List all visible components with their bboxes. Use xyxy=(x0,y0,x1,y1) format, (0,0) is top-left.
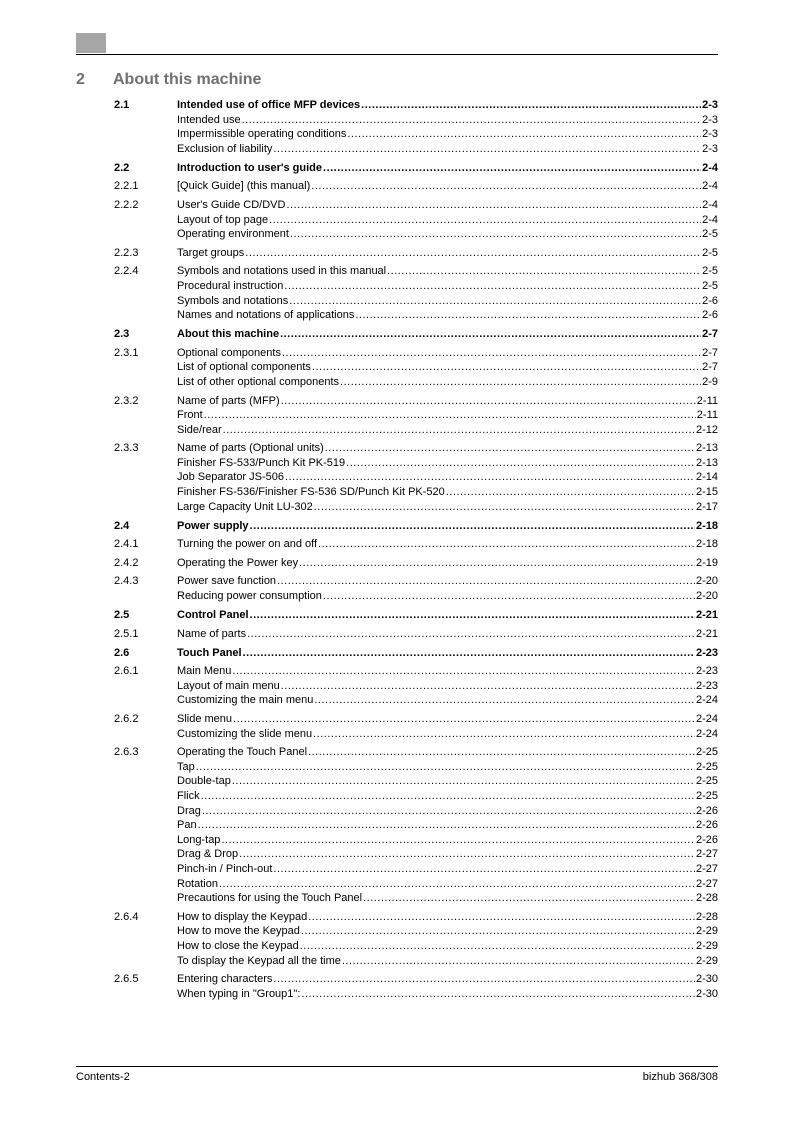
toc-section-2-4-1 xyxy=(114,537,718,552)
toc-entry-page: 2-5 xyxy=(702,265,718,278)
toc-entry-number: 2.4.3 xyxy=(114,575,139,588)
toc-entry[interactable] xyxy=(114,227,718,242)
toc-entry-page: 2-11 xyxy=(696,409,718,422)
toc-dot-leader xyxy=(281,680,695,693)
toc-dot-leader xyxy=(318,538,695,551)
toc-dot-leader xyxy=(247,628,695,641)
toc-entry-page: 2-29 xyxy=(695,954,718,967)
toc-dot-leader xyxy=(290,228,701,241)
toc-entry-title: Symbols and notations used in this manual xyxy=(177,265,387,278)
toc-dot-leader xyxy=(282,347,701,360)
toc-entry-page: 2-25 xyxy=(695,789,718,802)
toc-entry[interactable] xyxy=(114,197,718,212)
toc-entry-page: 2-15 xyxy=(695,486,718,499)
toc-entry[interactable] xyxy=(114,484,718,499)
toc-entry[interactable] xyxy=(114,537,718,552)
footer-page-label: Contents-2 xyxy=(76,1071,130,1083)
toc-entry-number: 2.4.2 xyxy=(114,556,139,569)
toc-dot-leader xyxy=(233,713,695,726)
toc-entry[interactable] xyxy=(114,847,718,862)
footer-rule xyxy=(76,1066,718,1067)
toc-dot-leader xyxy=(281,395,696,408)
toc-section-2-3-2 xyxy=(114,393,718,437)
toc-entry-number: 2.3.3 xyxy=(114,442,139,455)
toc-entry-title: Double-tap xyxy=(177,775,231,788)
toc-entry[interactable] xyxy=(114,788,718,803)
toc-entry[interactable] xyxy=(114,441,718,456)
toc-entry-title: Finisher FS-533/Punch Kit PK-519 xyxy=(177,456,346,469)
toc-section-2-2-3 xyxy=(114,245,718,260)
toc-entry[interactable] xyxy=(114,408,718,423)
toc-dot-leader xyxy=(273,863,695,876)
toc-dot-leader xyxy=(277,575,695,588)
toc-dot-leader xyxy=(301,988,695,1001)
toc-entry-title: Finisher FS-536/Finisher FS-536 SD/Punch Kit PK-520 xyxy=(177,486,445,499)
toc-entry-page: 2-12 xyxy=(695,423,718,436)
toc-dot-leader xyxy=(269,214,701,227)
toc-entry[interactable] xyxy=(114,759,718,774)
toc-dot-leader xyxy=(221,834,695,847)
toc-entry[interactable] xyxy=(114,909,718,924)
toc-entry[interactable] xyxy=(114,141,718,156)
toc-section-2-5-1 xyxy=(114,626,718,641)
toc-entry-title: Intended use of office MFP devices xyxy=(177,99,361,111)
toc-entry[interactable] xyxy=(114,938,718,953)
toc-entry-number: 2.6.3 xyxy=(114,746,139,759)
toc-entry-title: Optional components xyxy=(177,346,281,359)
toc-entry-page: 2-27 xyxy=(695,862,718,875)
toc-entry-page: 2-20 xyxy=(695,590,718,603)
toc-entry[interactable] xyxy=(114,422,718,437)
toc-dot-leader xyxy=(280,328,701,341)
toc-dot-leader xyxy=(232,775,695,788)
toc-entry-number: 2.2.3 xyxy=(114,246,139,259)
toc-dot-leader xyxy=(250,520,695,533)
toc-entry-page: 2-7 xyxy=(702,361,718,374)
toc-dot-leader xyxy=(314,694,695,707)
toc-entry-page: 2-29 xyxy=(695,939,718,952)
toc-entry-page: 2-17 xyxy=(695,500,718,513)
toc-entry-title: Drag xyxy=(177,804,201,817)
toc-entry-number: 2.3.2 xyxy=(114,394,139,407)
toc-entry-page: 2-24 xyxy=(695,694,718,707)
toc-entry-number: 2.2 xyxy=(114,161,130,174)
toc-entry-page: 2-14 xyxy=(695,471,718,484)
toc-entry-page: 2-26 xyxy=(695,804,718,817)
toc-dot-leader xyxy=(242,114,701,127)
toc-entry-title: Impermissible operating conditions xyxy=(177,128,347,141)
toc-entry-page: 2-4 xyxy=(702,161,718,174)
chapter-number: 2 xyxy=(76,71,85,88)
toc-section-2-2 xyxy=(114,160,718,175)
toc-entry-page: 2-7 xyxy=(702,328,718,341)
toc-entry-page: 2-23 xyxy=(695,646,718,659)
toc-entry-title: Job Separator JS-506 xyxy=(177,471,285,484)
toc-entry-title: Operating the Power key xyxy=(177,556,299,569)
toc-entry[interactable] xyxy=(114,393,718,408)
toc-entry[interactable] xyxy=(114,308,718,323)
toc-entry-number: 2.6.5 xyxy=(114,973,139,986)
toc-entry-page: 2-27 xyxy=(695,848,718,861)
toc-section-2-4-2 xyxy=(114,555,718,570)
toc-entry-title: Name of parts xyxy=(177,627,247,640)
toc-entry-page: 2-3 xyxy=(702,128,718,141)
toc-entry-title: Turning the power on and off xyxy=(177,538,318,551)
toc-entry-page: 2-25 xyxy=(695,775,718,788)
toc-entry-title: Rotation xyxy=(177,877,218,890)
toc-dot-leader xyxy=(361,99,701,112)
toc-entry-page: 2-29 xyxy=(695,925,718,938)
toc-entry-title: List of other optional components xyxy=(177,375,340,388)
toc-entry[interactable] xyxy=(114,774,718,789)
toc-section-2-6-3 xyxy=(114,745,718,906)
toc-heading-entry[interactable] xyxy=(114,645,718,660)
toc-dot-leader xyxy=(355,309,701,322)
toc-entry[interactable] xyxy=(114,891,718,906)
toc-entry[interactable] xyxy=(114,832,718,847)
toc-entry-title: Target groups xyxy=(177,246,245,259)
toc-entry-page: 2-13 xyxy=(695,442,718,455)
toc-entry[interactable] xyxy=(114,953,718,968)
toc-entry-title: User's Guide CD/DVD xyxy=(177,198,286,211)
toc-entry-page: 2-18 xyxy=(695,519,718,532)
chapter-heading xyxy=(76,71,261,89)
toc-entry-page: 2-25 xyxy=(695,760,718,773)
toc-dot-leader xyxy=(308,746,695,759)
toc-entry-title: Layout of main menu xyxy=(177,679,280,692)
toc-heading-entry[interactable] xyxy=(114,518,718,533)
toc-section-2-2-1 xyxy=(114,179,718,194)
toc-entry-title: Drag & Drop xyxy=(177,848,239,861)
toc-entry[interactable] xyxy=(114,499,718,514)
toc-entry[interactable] xyxy=(114,726,718,741)
toc-entry-page: 2-5 xyxy=(702,246,718,259)
toc-entry[interactable] xyxy=(114,818,718,833)
toc-entry-title: Control Panel xyxy=(177,609,249,622)
toc-entry-title: Operating environment xyxy=(177,228,289,241)
toc-dot-leader xyxy=(363,892,695,905)
toc-section-2-6-5 xyxy=(114,972,718,1001)
toc-entry-page: 2-4 xyxy=(702,180,718,193)
toc-entry-title: Introduction to user's guide xyxy=(177,161,323,174)
toc-entry[interactable] xyxy=(114,924,718,939)
toc-dot-leader xyxy=(198,819,695,832)
toc-dot-leader xyxy=(243,647,695,660)
toc-entry[interactable] xyxy=(114,711,718,726)
toc-entry-number: 2.3 xyxy=(114,328,130,341)
toc-dot-leader xyxy=(204,409,696,422)
toc-entry-title: Intended use xyxy=(177,113,241,126)
toc-section-2-3-3 xyxy=(114,441,718,514)
toc-dot-leader xyxy=(300,940,695,953)
toc-entry-page: 2-28 xyxy=(695,910,718,923)
toc-dot-leader xyxy=(289,295,701,308)
toc-entry-page: 2-11 xyxy=(696,394,718,407)
toc-entry[interactable] xyxy=(114,876,718,891)
toc-entry-number: 2.6.1 xyxy=(114,665,139,678)
toc-entry-title: Front xyxy=(177,409,203,422)
toc-dot-leader xyxy=(273,973,695,986)
toc-section-2-4 xyxy=(114,518,718,533)
header-rule xyxy=(76,54,718,55)
toc-dot-leader xyxy=(387,265,701,278)
toc-heading-entry[interactable] xyxy=(114,326,718,341)
toc-entry-title: Touch Panel xyxy=(177,646,242,659)
toc-section-2-6 xyxy=(114,645,718,660)
toc-entry-page: 2-19 xyxy=(695,556,718,569)
toc-dot-leader xyxy=(301,925,695,938)
toc-entry-page: 2-20 xyxy=(695,575,718,588)
toc-entry-title: When typing in "Group1": xyxy=(177,987,301,1000)
toc-dot-leader xyxy=(299,557,695,570)
toc-entry-page: 2-23 xyxy=(695,665,718,678)
chapter-title: About this machine xyxy=(113,71,262,88)
toc-entry-page: 2-25 xyxy=(695,746,718,759)
toc-dot-leader xyxy=(313,728,695,741)
toc-dot-leader xyxy=(446,486,695,499)
toc-entry-title: Pinch-in / Pinch-out xyxy=(177,862,273,875)
toc-entry-number: 2.5.1 xyxy=(114,627,139,640)
toc-entry[interactable] xyxy=(114,470,718,485)
toc-dot-leader xyxy=(284,280,701,293)
toc-section-2-1 xyxy=(114,97,718,156)
toc-entry-title: How to display the Keypad xyxy=(177,910,308,923)
toc-dot-leader xyxy=(346,457,695,470)
toc-entry-page: 2-21 xyxy=(695,627,718,640)
toc-dot-leader xyxy=(342,955,695,968)
toc-entry-number: 2.4 xyxy=(114,519,130,532)
toc-dot-leader xyxy=(325,442,695,455)
toc-entry-page: 2-3 xyxy=(702,142,718,155)
toc-dot-leader xyxy=(314,501,695,514)
toc-entry-number: 2.3.1 xyxy=(114,346,139,359)
toc-entry[interactable] xyxy=(114,112,718,127)
toc-section-2-4-3 xyxy=(114,574,718,603)
toc-entry-title: Power save function xyxy=(177,575,277,588)
toc-entry-title: Tap xyxy=(177,760,195,773)
toc-dot-leader xyxy=(340,376,701,389)
toc-entry-page: 2-30 xyxy=(695,973,718,986)
toc-entry-title: Large Capacity Unit LU-302 xyxy=(177,500,313,513)
toc-entry-title: Name of parts (Optional units) xyxy=(177,442,324,455)
toc-entry-title: Name of parts (MFP) xyxy=(177,394,280,407)
toc-section-2-6-2 xyxy=(114,711,718,740)
toc-dot-leader xyxy=(308,911,695,924)
toc-dot-leader xyxy=(311,180,701,193)
toc-entry-page: 2-27 xyxy=(695,877,718,890)
toc-entry-page: 2-4 xyxy=(702,198,718,211)
toc-entry-number: 2.6 xyxy=(114,646,130,659)
toc-entry-number: 2.2.1 xyxy=(114,180,139,193)
toc-entry-page: 2-23 xyxy=(695,679,718,692)
toc-entry-title: Customizing the main menu xyxy=(177,694,314,707)
toc-entry[interactable] xyxy=(114,664,718,679)
toc-entry-number: 2.1 xyxy=(114,99,130,111)
toc-dot-leader xyxy=(312,361,701,374)
toc-entry-page: 2-4 xyxy=(702,213,718,226)
toc-entry-title: Pan xyxy=(177,819,197,832)
toc-entry-title: Flick xyxy=(177,789,200,802)
toc-entry-number: 2.6.2 xyxy=(114,713,139,725)
toc-entry-page: 2-18 xyxy=(695,538,718,551)
toc-entry-title: Main Menu xyxy=(177,665,232,678)
toc-entry-title: Entering characters xyxy=(177,973,273,986)
toc-heading-entry[interactable] xyxy=(114,607,718,622)
chapter-tab-marker xyxy=(76,33,106,53)
toc-entry-title: Layout of top page xyxy=(177,213,269,226)
toc-entry[interactable] xyxy=(114,574,718,589)
toc-entry-title: Long-tap xyxy=(177,833,221,846)
toc-dot-leader xyxy=(285,471,695,484)
toc-entry-page: 2-28 xyxy=(695,892,718,905)
toc-entry[interactable] xyxy=(114,264,718,279)
toc-entry[interactable] xyxy=(114,803,718,818)
toc-entry-page: 2-26 xyxy=(695,819,718,832)
toc-dot-leader xyxy=(323,162,701,175)
toc-entry[interactable] xyxy=(114,678,718,693)
toc-entry-title: How to move the Keypad xyxy=(177,925,300,938)
toc-entry[interactable] xyxy=(114,972,718,987)
toc-dot-leader xyxy=(286,199,701,212)
toc-entry-number: 2.2.4 xyxy=(114,265,139,278)
toc-entry[interactable] xyxy=(114,360,718,375)
toc-entry-title: Power supply xyxy=(177,519,249,532)
toc-entry[interactable] xyxy=(114,693,718,708)
toc-entry-title: Customizing the slide menu xyxy=(177,727,313,740)
toc-entry-title: Operating the Touch Panel xyxy=(177,746,308,759)
toc-dot-leader xyxy=(202,805,695,818)
toc-entry-number: 2.4.1 xyxy=(114,538,139,551)
toc-entry-page: 2-9 xyxy=(702,375,718,388)
toc-entry-page: 2-24 xyxy=(695,713,718,725)
toc-entry-page: 2-21 xyxy=(695,609,718,622)
toc-entry-title: Symbols and notations xyxy=(177,294,289,307)
toc-entry-title: [Quick Guide] (this manual) xyxy=(177,180,311,193)
toc-entry-title: List of optional components xyxy=(177,361,311,374)
toc-entry-page: 2-26 xyxy=(695,833,718,846)
toc-heading-entry[interactable] xyxy=(114,97,718,112)
toc-entry-page: 2-6 xyxy=(702,294,718,307)
toc-entry[interactable] xyxy=(114,374,718,389)
toc-dot-leader xyxy=(239,848,695,861)
toc-entry-page: 2-3 xyxy=(702,99,718,111)
toc-entry-title: About this machine xyxy=(177,328,280,341)
toc-dot-leader xyxy=(196,761,695,774)
toc-dot-leader xyxy=(250,609,695,622)
footer-product-name: bizhub 368/308 xyxy=(642,1071,718,1083)
toc-entry-page: 2-3 xyxy=(702,113,718,126)
toc-entry-page: 2-7 xyxy=(702,346,718,359)
toc-dot-leader xyxy=(323,590,695,603)
toc-entry-title: Side/rear xyxy=(177,423,222,436)
toc-section-2-2-4 xyxy=(114,264,718,322)
toc-dot-leader xyxy=(232,665,695,678)
toc-section-2-6-4 xyxy=(114,909,718,967)
toc-entry[interactable] xyxy=(114,745,718,760)
toc-dot-leader xyxy=(201,790,695,803)
toc-entry-title: How to close the Keypad xyxy=(177,939,299,952)
toc-entry[interactable] xyxy=(114,278,718,293)
toc-entry[interactable] xyxy=(114,127,718,142)
toc-entry-page: 2-13 xyxy=(695,456,718,469)
toc-entry[interactable] xyxy=(114,293,718,308)
toc-entry-title: Precautions for using the Touch Panel xyxy=(177,892,363,905)
toc-entry-page: 2-5 xyxy=(702,279,718,292)
toc-entry[interactable] xyxy=(114,212,718,227)
toc-entry-page: 2-5 xyxy=(702,228,718,241)
toc-dot-leader xyxy=(223,424,695,437)
toc-entry-title: Procedural instruction xyxy=(177,279,284,292)
toc-dot-leader xyxy=(273,143,701,156)
toc-entry[interactable] xyxy=(114,245,718,260)
toc-entry-number: 2.5 xyxy=(114,609,130,622)
toc-entry[interactable] xyxy=(114,555,718,570)
toc-entry[interactable] xyxy=(114,179,718,194)
toc-entry-page: 2-6 xyxy=(702,309,718,322)
toc-entry[interactable] xyxy=(114,455,718,470)
toc-entry-page: 2-24 xyxy=(695,727,718,740)
toc-entry[interactable] xyxy=(114,626,718,641)
toc-section-2-6-1 xyxy=(114,664,718,708)
toc-entry-title: Slide menu xyxy=(177,713,233,725)
toc-entry-title: Exclusion of liability xyxy=(177,142,273,155)
toc-section-2-5 xyxy=(114,607,718,622)
toc-dot-leader xyxy=(347,128,701,141)
toc-entry-title: To display the Keypad all the time xyxy=(177,954,341,967)
toc-entry-page: 2-30 xyxy=(695,987,718,1000)
toc-entry-title: Reducing power consumption xyxy=(177,590,322,603)
toc-heading-entry[interactable] xyxy=(114,160,718,175)
toc-entry-title: Names and notations of applications xyxy=(177,309,355,322)
table-of-contents xyxy=(114,97,718,1001)
toc-entry[interactable] xyxy=(114,861,718,876)
toc-entry-number: 2.6.4 xyxy=(114,910,139,923)
toc-entry[interactable] xyxy=(114,345,718,360)
toc-dot-leader xyxy=(219,878,695,891)
toc-section-2-2-2 xyxy=(114,197,718,241)
toc-entry-number: 2.2.2 xyxy=(114,198,139,211)
toc-dot-leader xyxy=(245,247,701,260)
toc-section-2-3-1 xyxy=(114,345,718,389)
toc-section-2-3 xyxy=(114,326,718,341)
toc-entry[interactable] xyxy=(114,588,718,603)
toc-entry[interactable] xyxy=(114,986,718,1001)
